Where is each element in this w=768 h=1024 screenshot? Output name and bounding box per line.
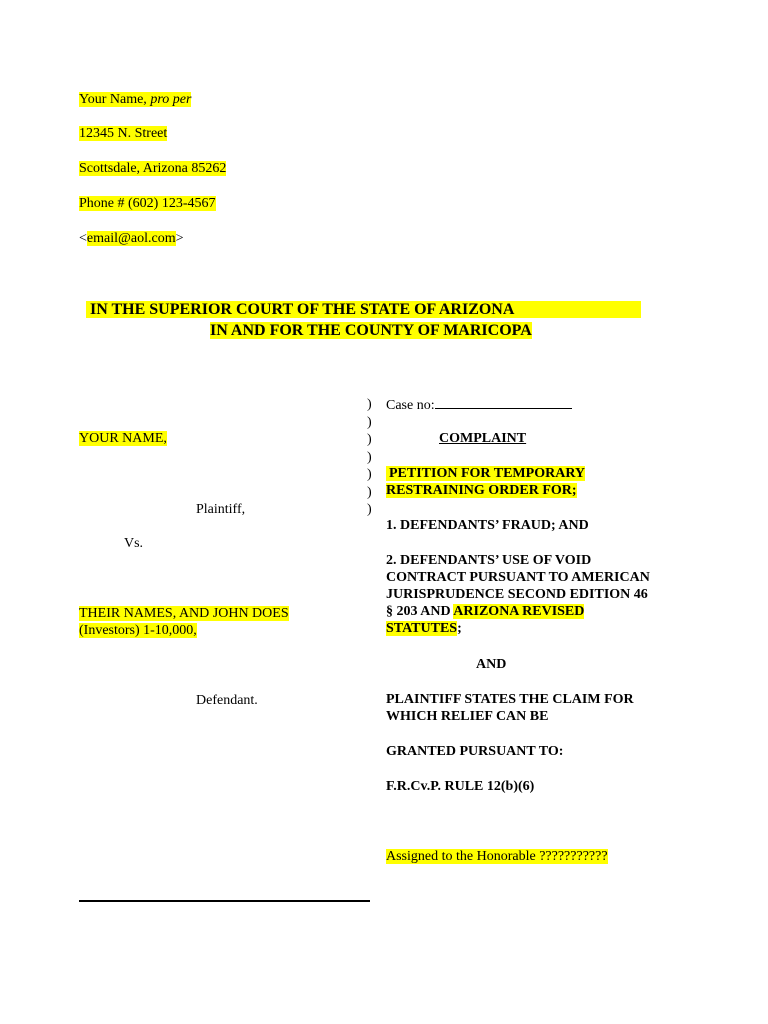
- item-1: 1. DEFENDANTS’ FRAUD; AND: [386, 518, 589, 533]
- email-open-bracket: <: [79, 231, 87, 246]
- versus-label: Vs.: [124, 536, 144, 551]
- pro-per-label: pro per: [150, 92, 192, 107]
- email-close-bracket: >: [175, 231, 184, 246]
- paren: ): [367, 484, 372, 500]
- paren: ): [367, 449, 372, 465]
- item-2-line1: 2. DEFENDANTS’ USE OF VOID: [386, 553, 592, 568]
- petition-line1: PETITION FOR TEMPORARY: [386, 466, 585, 482]
- defendant-label: Defendant.: [196, 693, 258, 708]
- claim-line2: WHICH RELIEF CAN BE: [386, 709, 549, 724]
- paren: ): [367, 397, 372, 412]
- caption-divider-line: [79, 900, 370, 902]
- court-title-line2: IN AND FOR THE COUNTY OF MARICOPA: [210, 322, 532, 339]
- caption-parenthesis-column: [367, 396, 372, 519]
- and-label: AND: [476, 657, 507, 672]
- plaintiff-label: Plaintiff,: [196, 502, 246, 517]
- plaintiff-name: YOUR NAME,: [79, 431, 167, 446]
- defendant-names-line2: (Investors) 1-10,000,: [79, 623, 197, 638]
- case-number-label: Case no:: [386, 398, 435, 413]
- paren: ): [367, 432, 372, 447]
- defendant-names-line1: THEIR NAMES, AND JOHN DOES: [79, 606, 289, 621]
- case-number-line: [386, 396, 572, 414]
- claim-line1: PLAINTIFF STATES THE CLAIM FOR: [386, 692, 634, 707]
- paren: ): [367, 414, 372, 430]
- author-name-line: [79, 92, 191, 108]
- item-2-line4: § 203 AND ARIZONA REVISED: [386, 604, 585, 619]
- complaint-heading: COMPLAINT: [439, 431, 527, 446]
- item-2-line3: JURISPRUDENCE SECOND EDITION 46: [386, 587, 648, 602]
- author-city: Scottsdale, Arizona 85262: [79, 161, 227, 176]
- item-2-line5: STATUTES;: [386, 621, 462, 636]
- author-street: 12345 N. Street: [79, 126, 168, 141]
- author-phone: Phone # (602) 123-4567: [79, 196, 216, 211]
- item-2-line2: CONTRACT PURSUANT TO AMERICAN: [386, 570, 650, 585]
- court-title-line1: IN THE SUPERIOR COURT OF THE STATE OF ARIZONA: [86, 301, 641, 319]
- petition-line2: RESTRAINING ORDER FOR;: [386, 483, 577, 498]
- granted-pursuant-line: GRANTED PURSUANT TO:: [386, 744, 564, 759]
- assigned-judge-line: Assigned to the Honorable ???????????: [386, 849, 608, 864]
- author-name: Your Name,: [79, 92, 147, 107]
- author-email-line: [79, 231, 184, 247]
- paren: ): [367, 502, 372, 517]
- author-email: email@aol.com: [86, 231, 176, 246]
- rule-citation: F.R.Cv.P. RULE 12(b)(6): [386, 779, 535, 794]
- case-number-blank: [435, 396, 572, 409]
- paren: ): [367, 467, 372, 482]
